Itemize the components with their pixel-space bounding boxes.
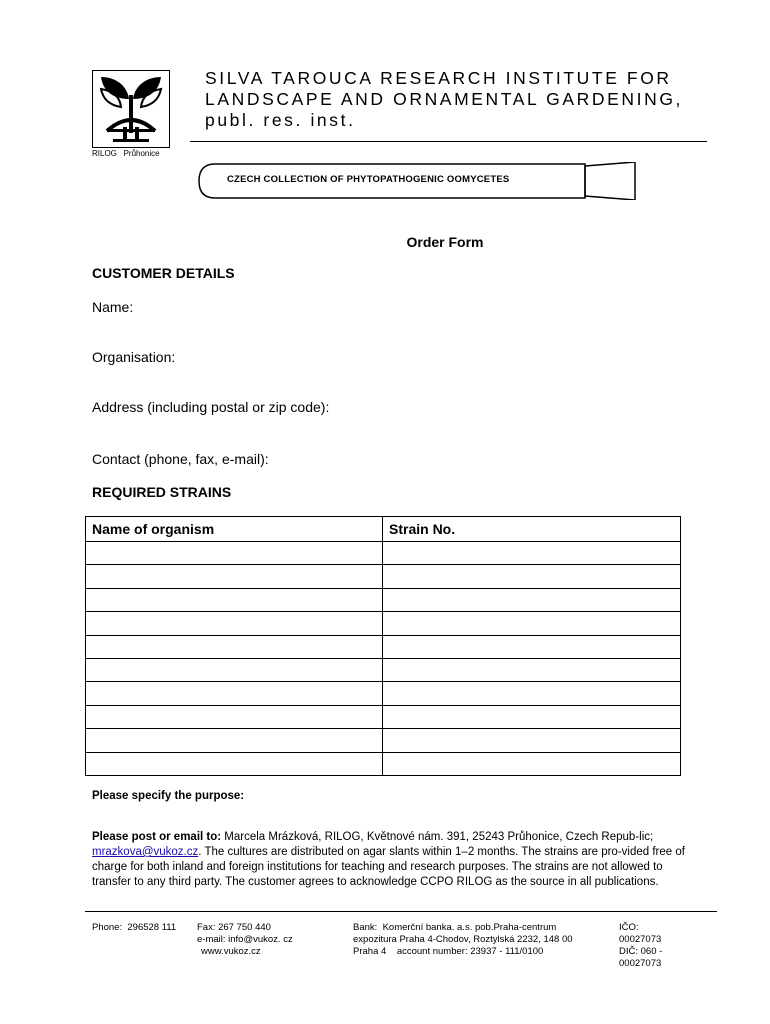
institute-name-line-2: LANDSCAPE AND ORNAMENTAL GARDENING,: [205, 89, 684, 109]
table-row: [86, 542, 681, 565]
table-row: [86, 565, 681, 588]
table-row: [86, 705, 681, 728]
contact-email-link[interactable]: mrazkova@vukoz.cz: [92, 846, 199, 858]
organism-cell[interactable]: [86, 565, 383, 588]
table-row: [86, 588, 681, 611]
strain-cell[interactable]: [383, 729, 681, 752]
address-field-label: Address (including postal or zip code):: [92, 399, 330, 415]
strain-cell[interactable]: [383, 682, 681, 705]
strain-cell[interactable]: [383, 658, 681, 681]
institute-name: [205, 68, 683, 131]
footer-fax: Fax: 267 750 440: [197, 922, 271, 933]
table-header-row: [86, 517, 681, 542]
strain-cell[interactable]: [383, 705, 681, 728]
required-strains-heading: REQUIRED STRAINS: [92, 484, 232, 500]
organisation-field-label: Organisation:: [92, 349, 176, 365]
column-header-organism: Name of organism: [86, 517, 383, 542]
rilog-logo-icon: [93, 71, 169, 147]
footer-bank-line-1: Bank: Komerční banka. a.s. pob.Praha-centrum: [353, 922, 557, 933]
instructions-paragraph: [92, 830, 692, 890]
instructions-lead: Please post or email to:: [92, 831, 222, 843]
table-row: [86, 612, 681, 635]
footer-divider: [85, 911, 717, 912]
institute-name-line-1: SILVA TAROUCA RESEARCH INSTITUTE FOR: [205, 68, 672, 88]
table-row: [86, 729, 681, 752]
table-row: [86, 682, 681, 705]
organism-cell[interactable]: [86, 612, 383, 635]
strain-cell[interactable]: [383, 542, 681, 565]
strain-cell[interactable]: [383, 612, 681, 635]
strain-cell[interactable]: [383, 588, 681, 611]
organism-cell[interactable]: [86, 682, 383, 705]
column-header-strain: Strain No.: [383, 517, 681, 542]
instructions-address: Marcela Mrázková, RILOG, Květnové nám. 391, 25243 Průhonice, Czech Repub-lic;: [221, 831, 654, 843]
footer-ico-value: 00027073: [619, 934, 662, 945]
footer-email: e-mail: info@vukoz. cz: [197, 934, 293, 945]
strains-table: [85, 516, 681, 776]
footer-bank-line-2: expozitura Praha 4-Chodov, Roztylská 2232, 148 00: [353, 934, 573, 945]
customer-details-heading: CUSTOMER DETAILS: [92, 265, 235, 281]
strain-cell[interactable]: [383, 565, 681, 588]
logo-caption: RILOG Průhonice: [92, 149, 160, 158]
organism-cell[interactable]: [86, 729, 383, 752]
page-title: Order Form: [406, 234, 484, 250]
footer-dic-value: 00027073: [619, 958, 662, 969]
institute-name-line-3: publ. res. inst.: [205, 110, 356, 130]
table-row: [86, 752, 681, 775]
footer-ico-label: IČO:: [619, 922, 639, 933]
header-divider: [190, 141, 707, 142]
table-row: [86, 658, 681, 681]
purpose-label: Please specify the purpose:: [92, 790, 245, 802]
strain-cell[interactable]: [383, 752, 681, 775]
table-row: [86, 635, 681, 658]
collection-banner: [197, 162, 637, 200]
institute-logo: [92, 70, 170, 148]
footer-dic: DIČ: 060 -: [619, 946, 663, 957]
organism-cell[interactable]: [86, 658, 383, 681]
organism-cell[interactable]: [86, 542, 383, 565]
footer-web: www.vukoz.cz: [201, 946, 261, 957]
instructions-body: . The cultures are distributed on agar slants within 1–2 months. The strains are pro-vided free of charge for both inland and foreign institutions for teaching and research purposes. The strains are not allowed to transfer to any third party. The customer agrees to acknowledge CCPO RILOG as the source in all publications.: [92, 846, 685, 888]
organism-cell[interactable]: [86, 588, 383, 611]
strain-cell[interactable]: [383, 635, 681, 658]
footer-bank-line-3: Praha 4 account number: 23937 - 111/0100: [353, 946, 544, 957]
organism-cell[interactable]: [86, 635, 383, 658]
organism-cell[interactable]: [86, 752, 383, 775]
banner-text: CZECH COLLECTION OF PHYTOPATHOGENIC OOMYCETES: [227, 174, 510, 185]
footer-phone: Phone: 296528 111: [92, 922, 177, 933]
organism-cell[interactable]: [86, 705, 383, 728]
name-field-label: Name:: [92, 299, 134, 315]
contact-field-label: Contact (phone, fax, e-mail):: [92, 451, 269, 467]
